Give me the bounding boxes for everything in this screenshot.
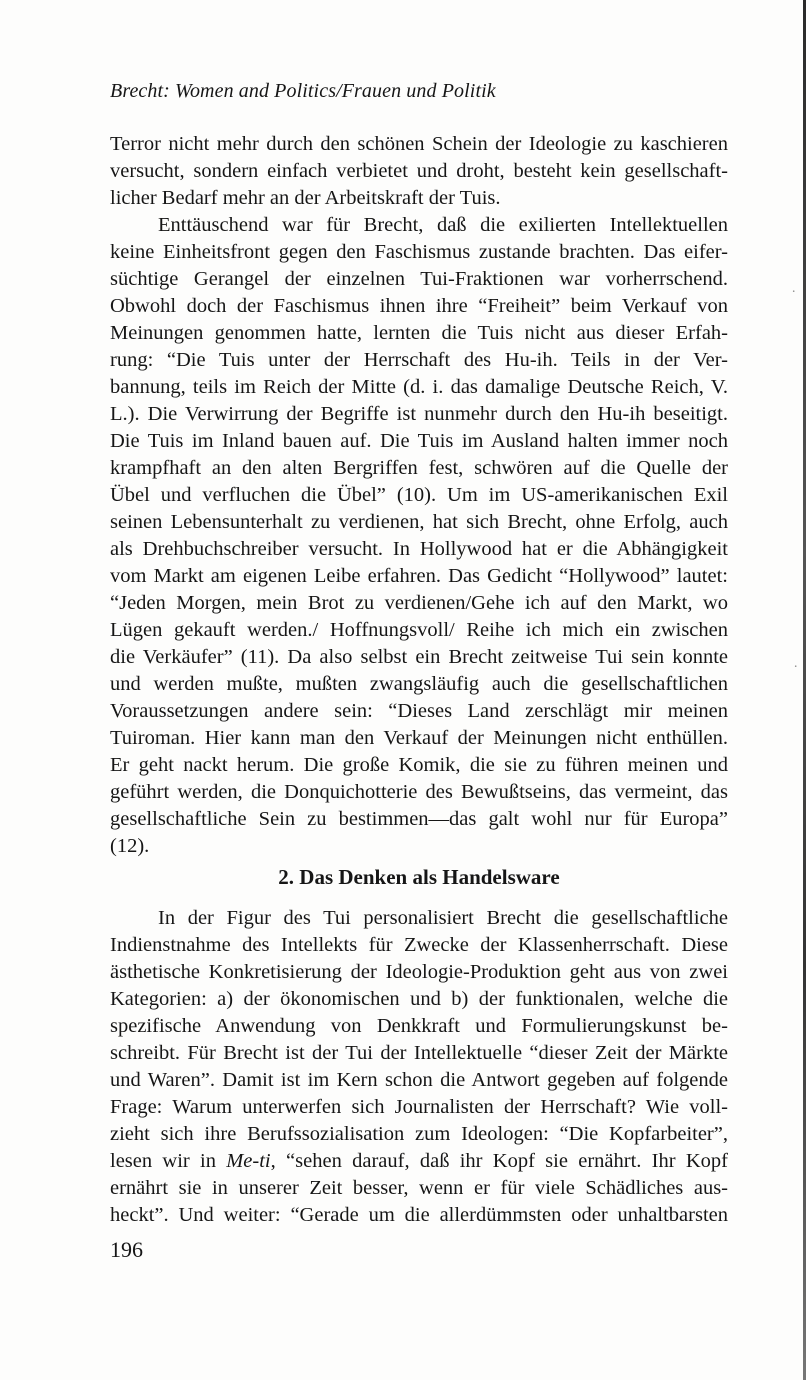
scan-mark: · <box>791 285 796 300</box>
body-text-bottom <box>110 905 728 1229</box>
text-line: In der Figur des Tui personalisiert Brecht die gesellschaftliche <box>158 907 728 929</box>
text-line: Meinungen genommen hatte, lernten die Tuis nicht aus dieser Erfah- <box>110 322 728 344</box>
text-segment: lesen wir in <box>110 1150 227 1172</box>
text-line: spezifische Anwendung von Denkkraft und Formulierungskunst be- <box>110 1015 728 1037</box>
section-heading: 2. Das Denken als Handelsware <box>278 865 560 889</box>
text-line: vom Markt am eigenen Leibe erfahren. Das Gedicht “Hollywood” lautet: <box>110 565 728 587</box>
text-line: süchtige Gerangel der einzelnen Tui-Fraktionen war vorherrschend. <box>110 268 728 290</box>
text-line: ernährt sie in unserer Zeit besser, wenn er für viele Schädliches aus- <box>110 1177 728 1199</box>
text-line: keine Einheitsfront gegen den Faschismus zustande brachten. Das eifer- <box>110 241 728 263</box>
text-line: Indienstnahme des Intellekts für Zwecke der Klassenherrschaft. Diese <box>110 934 728 956</box>
italic-title: Me-ti <box>226 1150 271 1172</box>
body-text-top <box>110 131 728 860</box>
text-line: gesellschaftliche Sein zu bestimmen—das galt wohl nur für Europa” <box>110 808 728 830</box>
text-line: Er geht nackt herum. Die große Komik, die sie zu führen meinen und <box>110 754 728 776</box>
text-line: L.). Die Verwirrung der Begriffe ist nunmehr durch den Hu-ih beseitigt. <box>110 403 728 425</box>
text-line: Obwohl doch der Faschismus ihnen ihre “Freiheit” beim Verkauf von <box>110 295 728 317</box>
text-line: seinen Lebensunterhalt zu verdienen, hat sich Brecht, ohne Erfolg, auch <box>110 511 728 533</box>
text-line: (12). <box>110 835 150 857</box>
text-line: versucht, sondern einfach verbietet und droht, besteht kein gesellschaft- <box>110 160 728 182</box>
text-line: Kategorien: a) der ökonomischen und b) der funktionalen, welche die <box>110 988 728 1010</box>
text-line: ästhetische Konkretisierung der Ideologie-Produktion geht aus von zwei <box>110 961 728 983</box>
text-line: heckt”. Und weiter: “Gerade um die allerdümmsten oder unhaltbarsten <box>110 1204 728 1226</box>
text-line: Terror nicht mehr durch den schönen Schein der Ideologie zu kaschieren <box>110 133 728 155</box>
running-head: Brecht: Women and Politics/Frauen und Politik <box>110 80 496 102</box>
text-line: Übel und verfluchen die Übel” (10). Um im US-amerikanischen Exil <box>110 484 728 506</box>
text-line: die Verkäufer” (11). Da also selbst ein Brecht zeitweise Tui sein konnte <box>110 646 728 668</box>
text-line: schreibt. Für Brecht ist der Tui der Intellektuelle “dieser Zeit der Märkte <box>110 1042 728 1064</box>
text-line: bannung, teils im Reich der Mitte (d. i. das damalige Deutsche Reich, V. <box>110 376 728 398</box>
text-segment: , “sehen darauf, daß ihr Kopf sie ernährt. Ihr Kopf <box>270 1150 728 1172</box>
text-line: “Jeden Morgen, mein Brot zu verdienen/Gehe ich auf den Markt, wo <box>110 592 728 614</box>
scan-mark: · <box>793 660 798 675</box>
text-line: rung: “Die Tuis unter der Herrschaft des Hu-ih. Teils in der Ver- <box>110 349 728 371</box>
text-line: und werden mußte, mußten zwangsläufig auch die gesellschaftlichen <box>110 673 728 695</box>
text-line: Frage: Warum unterwerfen sich Journalisten der Herrschaft? Wie voll- <box>110 1096 728 1118</box>
text-line: krampfhaft an den alten Bergriffen fest, schwören auf die Quelle der <box>110 457 728 479</box>
text-line: Lügen gekauft werden./ Hoffnungsvoll/ Reihe ich mich ein zwischen <box>110 619 728 641</box>
text-line: Enttäuschend war für Brecht, daß die exilierten Intellektuellen <box>158 214 728 236</box>
text-line: Die Tuis im Inland bauen auf. Die Tuis im Ausland halten immer noch <box>110 430 728 452</box>
page-number: 196 <box>110 1237 143 1262</box>
text-line: als Drehbuchschreiber versucht. In Hollywood hat er die Abhängigkeit <box>110 538 728 560</box>
text-line: Tuiroman. Hier kann man den Verkauf der Meinungen nicht enthüllen. <box>110 727 728 749</box>
text-line-with-italic <box>110 1148 728 1175</box>
text-line: licher Bedarf mehr an der Arbeitskraft der Tuis. <box>110 187 501 209</box>
text-line: und Waren”. Damit ist im Kern schon die Antwort gegeben auf folgende <box>110 1069 728 1091</box>
text-line: Voraussetzungen andere sein: “Dieses Land zerschlägt mir meinen <box>110 700 728 722</box>
text-line: zieht sich ihre Berufssozialisation zum Ideologen: “Die Kopfarbeiter”, <box>110 1123 728 1145</box>
text-line: geführt werden, die Donquichotterie des Bewußtseins, das vermeint, das <box>110 781 728 803</box>
